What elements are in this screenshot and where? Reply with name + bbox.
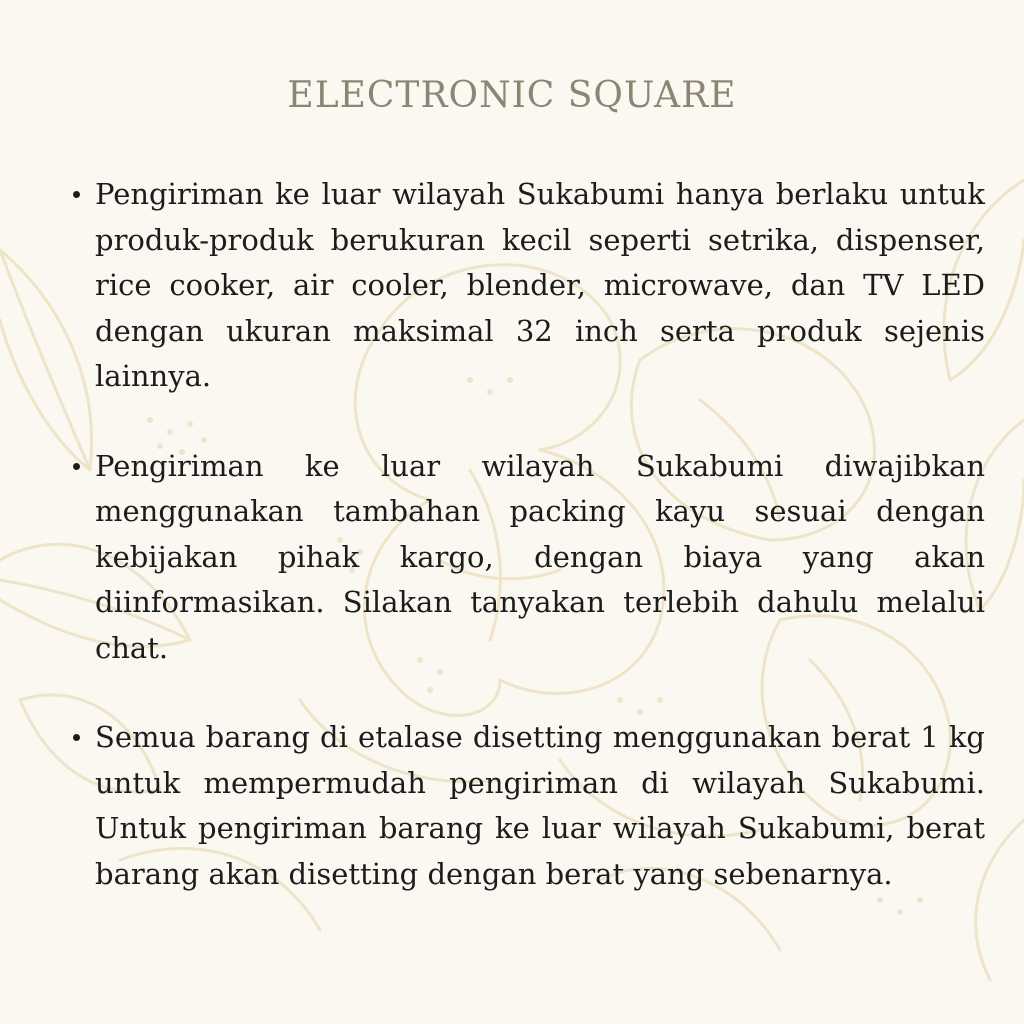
page-title: ELECTRONIC SQUARE xyxy=(287,75,737,116)
list-item-text: Pengiriman ke luar wilayah Sukabumi hanya berlaku untuk produk-produk berukuran kecil seperti setrika, dispenser, rice cooker, air cooler, blender, microwave, dan TV LED dengan ukuran maksimal 32 inch serta produk sejenis lainnya. xyxy=(95,177,985,393)
bullet-dot-icon xyxy=(73,734,80,741)
list-item-text: Semua barang di etalase disetting menggunakan berat 1 kg untuk mempermudah pengiriman di wilayah Sukabumi. Untuk pengiriman barang ke luar wilayah Sukabumi, berat barang akan disetting dengan berat yang sebenarnya. xyxy=(95,720,985,891)
list-item xyxy=(95,444,985,672)
list-item-text: Pengiriman ke luar wilayah Sukabumi diwajibkan menggunakan tambahan packing kayu sesuai dengan kebijakan pihak kargo, dengan biaya yang akan diinformasikan. Silakan tanyakan terlebih dahulu melalui chat. xyxy=(95,448,985,665)
shipping-terms-list xyxy=(95,172,985,897)
list-item xyxy=(95,715,985,897)
bullet-dot-icon xyxy=(73,191,80,198)
bullet-dot-icon xyxy=(73,463,80,470)
list-item xyxy=(95,172,985,400)
